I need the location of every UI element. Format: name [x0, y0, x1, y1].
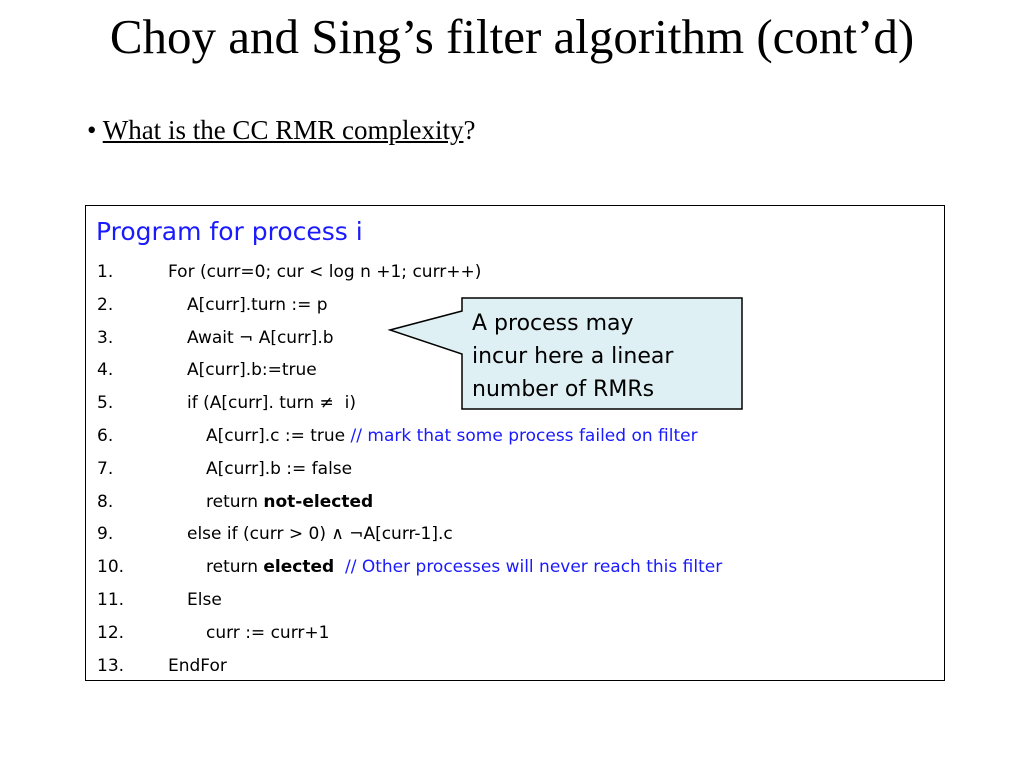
- code-text: Await ¬ A[curr].b: [187, 327, 334, 348]
- line-number: 5.: [97, 393, 114, 414]
- line-number: 8.: [97, 491, 114, 512]
- code-text: Else: [187, 590, 222, 610]
- code-text: For (curr=0; cur < log n +1; curr++): [168, 262, 482, 282]
- code-keyword: elected: [263, 557, 335, 578]
- question-mark: ?: [463, 115, 476, 145]
- line-number: 9.: [97, 524, 114, 545]
- line-number: 7.: [97, 458, 114, 479]
- code-comment: // mark that some process failed on filter: [350, 426, 698, 446]
- line-number: 11.: [97, 590, 125, 610]
- line-number: 2.: [97, 294, 114, 315]
- code-text: A[curr].b := false: [206, 458, 353, 479]
- bullet-marker: •: [87, 115, 97, 145]
- line-number: 13.: [97, 655, 125, 676]
- code-text: return: [206, 557, 264, 578]
- line-number: 4.: [97, 360, 114, 381]
- code-text: A[curr].b:=true: [187, 360, 317, 381]
- line-number: 3.: [97, 327, 114, 348]
- slide-title: Choy and Sing’s filter algorithm (cont’d): [109, 9, 915, 64]
- question-link[interactable]: What is the CC RMR complexity: [102, 115, 464, 145]
- code-text: A[curr].c := true: [206, 426, 351, 446]
- code-heading: Program for process i: [96, 217, 363, 246]
- line-number: 1.: [97, 262, 114, 282]
- code-text: return: [206, 491, 264, 512]
- code-text: if (A[curr]. turn ≠ i): [187, 393, 356, 414]
- code-text: EndFor: [168, 655, 227, 676]
- code-text: A[curr].turn := p: [187, 294, 328, 315]
- code-text: curr := curr+1: [206, 622, 330, 643]
- line-number: 12.: [97, 622, 125, 643]
- code-comment: // Other processes will never reach this filter: [334, 557, 723, 578]
- line-number: 6.: [97, 426, 114, 446]
- callout-text: A process may incur here a linear number of RMRs: [472, 311, 674, 402]
- code-text: else if (curr > 0) ∧ ¬A[curr-1].c: [187, 524, 453, 545]
- line-number: 10.: [97, 557, 125, 578]
- code-keyword: not-elected: [263, 491, 374, 512]
